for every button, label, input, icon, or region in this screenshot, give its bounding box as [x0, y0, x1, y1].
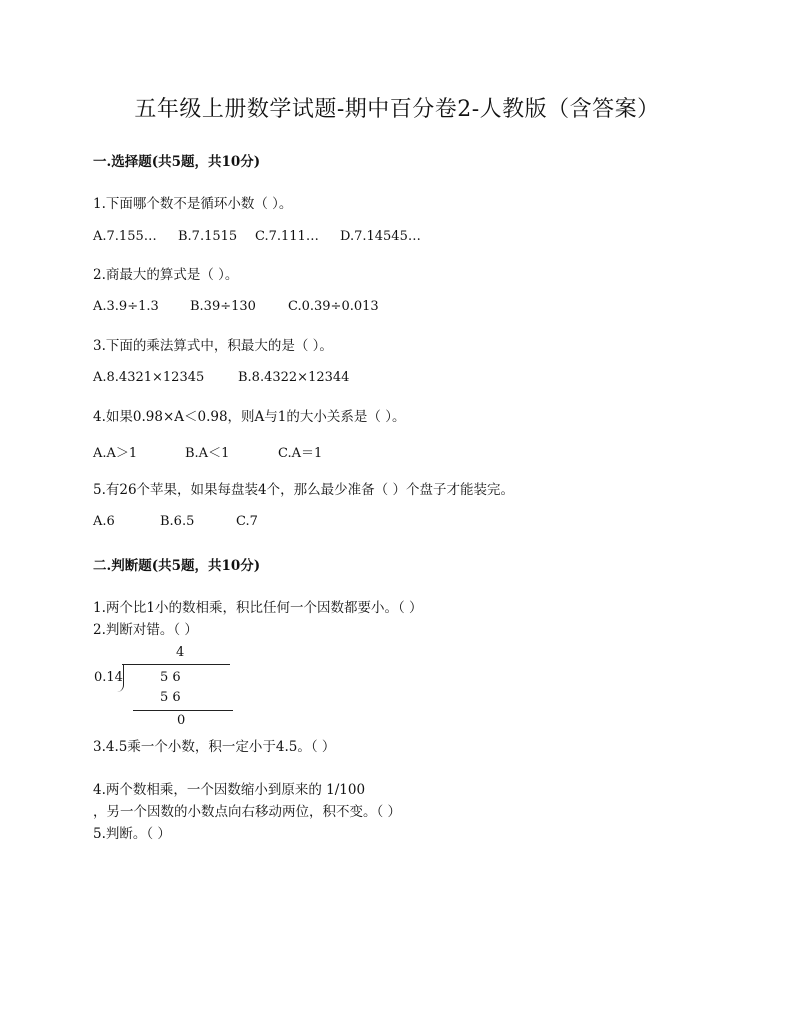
division-bar: [122, 664, 230, 665]
judge-question-5: 5.判断。（ ）: [93, 826, 171, 842]
judge-question-2: 2.判断对错。（ ）: [93, 622, 198, 638]
q2-option-c: C.0.39÷0.013: [288, 299, 379, 314]
q5-option-b: B.6.5: [160, 514, 195, 529]
judge-question-4-line2: ，另一个因数的小数点向右移动两位，积不变。（ ）: [93, 804, 402, 820]
judge-question-3: 3.4.5乘一个小数，积一定小于4.5。（ ）: [93, 739, 336, 755]
division-divisor: 0.14: [94, 670, 123, 685]
q1-option-c: C.7.111…: [255, 229, 319, 244]
page-title: 五年级上册数学试题-期中百分卷2-人教版（含答案）: [134, 97, 660, 122]
division-bracket: [117, 664, 124, 692]
division-quotient: 4: [176, 645, 185, 660]
section-heading-choice: 一.选择题(共5题，共10分): [93, 154, 261, 170]
q2-option-a: A.3.9÷1.3: [93, 299, 159, 314]
q5-option-c: C.7: [236, 514, 258, 529]
q1-option-a: A.7.155…: [93, 229, 157, 244]
q4-option-a: A.A＞1: [93, 446, 138, 461]
judge-question-1: 1.两个比1小的数相乘，积比任何一个因数都要小。（ ）: [93, 600, 423, 616]
q4-option-c: C.A＝1: [278, 446, 323, 461]
question-4: 4.如果0.98×A＜0.98，则A与1的大小关系是（ ）。: [93, 409, 406, 425]
division-product: 5 6: [160, 690, 181, 705]
q3-option-b: B.8.4322×12344: [238, 370, 350, 385]
q1-option-d: D.7.14545…: [340, 229, 421, 244]
question-3: 3.下面的乘法算式中，积最大的是（ ）。: [93, 338, 333, 354]
question-1: 1.下面哪个数不是循环小数（ ）。: [93, 196, 293, 212]
question-2: 2.商最大的算式是（ ）。: [93, 267, 239, 283]
division-dividend: 5 6: [160, 670, 181, 685]
division-remainder: 0: [177, 713, 186, 728]
q1-option-b: B.7.1515: [178, 229, 238, 244]
division-subtract-line: [133, 710, 233, 711]
q5-option-a: A.6: [93, 514, 115, 529]
section-heading-judge: 二.判断题(共5题，共10分): [93, 558, 261, 574]
q3-option-a: A.8.4321×12345: [93, 370, 205, 385]
question-5: 5.有26个苹果，如果每盘装4个，那么最少准备（ ）个盘子才能装完。: [93, 482, 514, 498]
q4-option-b: B.A＜1: [185, 446, 230, 461]
judge-question-4-line1: 4.两个数相乘，一个因数缩小到原来的 1/100: [93, 782, 366, 798]
q2-option-b: B.39÷130: [190, 299, 256, 314]
